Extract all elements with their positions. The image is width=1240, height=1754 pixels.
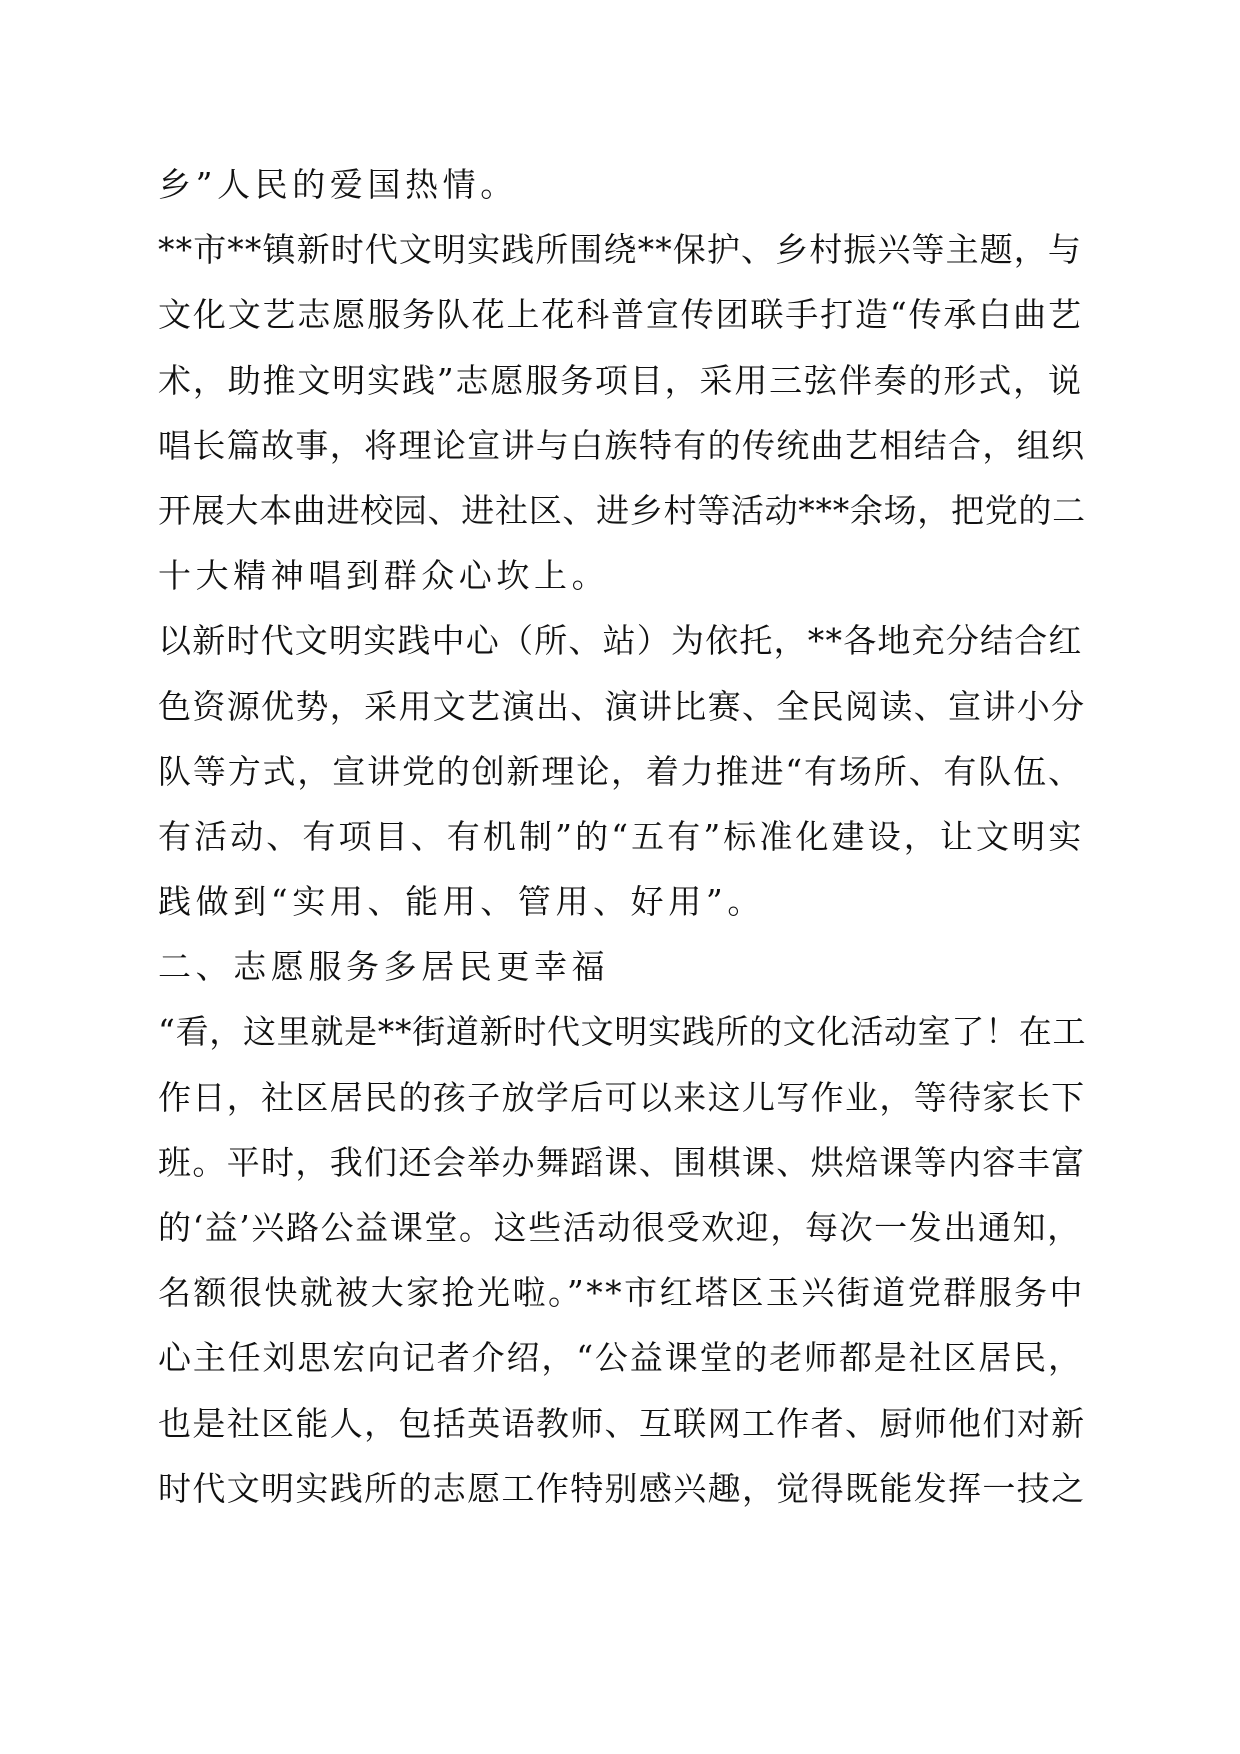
text-line: 十大精神唱到群众心坎上。 [158,556,610,596]
text-line: 践做到“实用、能用、管用、好用”。 [158,882,765,922]
text-line: “看，这里就是**街道新时代文明实践所的文化活动室了！在工 [158,1012,1087,1052]
text-line: 的‘益’兴路公益课堂。这些活动很受欢迎，每次一发出通知， [158,1208,1082,1247]
text-line: 心主任刘思宏向记者介绍，“公益课堂的老师都是社区居民， [158,1338,1083,1378]
text-line: 队等方式，宣讲党的创新理论，着力推进“有场所、有队伍、 [158,751,1083,791]
text-line: 有活动、有项目、有机制”的“五有”标准化建设，让文明实 [158,816,1085,856]
text-line: 唱长篇故事，将理论宣讲与白族特有的传统曲艺相结合，组织 [158,425,1086,465]
text-line: 乡”人民的爱国热情。 [158,165,518,204]
text-line: 班。平时，我们还会举办舞蹈课、围棋课、烘焙课等内容丰富 [158,1142,1086,1182]
text-line: 名额很快就被大家抢光啦。”**市红塔区玉兴街道党群服务中 [158,1273,1085,1313]
text-line: 开展大本曲进校园、进社区、进乡村等活动***余场，把党的二 [158,490,1086,530]
text-line: **市**镇新时代文明实践所围绕**保护、乡村振兴等主题，与 [158,230,1082,270]
text-line: 以新时代文明实践中心（所、站）为依托，**各地充分结合红 [158,621,1083,661]
text-line: 术，助推文明实践”志愿服务项目，采用三弦伴奏的形式，说 [158,360,1083,400]
section-heading: 二、志愿服务多居民更幸福 [158,947,610,987]
text-line: 作日，社区居民的孩子放学后可以来这儿写作业，等待家长下 [158,1077,1086,1117]
text-line: 色资源优势，采用文艺演出、演讲比赛、全民阅读、宣讲小分 [158,686,1086,726]
text-line: 文化文艺志愿服务队花上花科普宣传团联手打造“传承白曲艺 [158,295,1083,335]
text-line: 时代文明实践所的志愿工作特别感兴趣，觉得既能发挥一技之 [158,1468,1086,1508]
text-line: 也是社区能人，包括英语教师、互联网工作者、厨师他们对新 [158,1403,1086,1443]
body-text [158,152,1088,1521]
